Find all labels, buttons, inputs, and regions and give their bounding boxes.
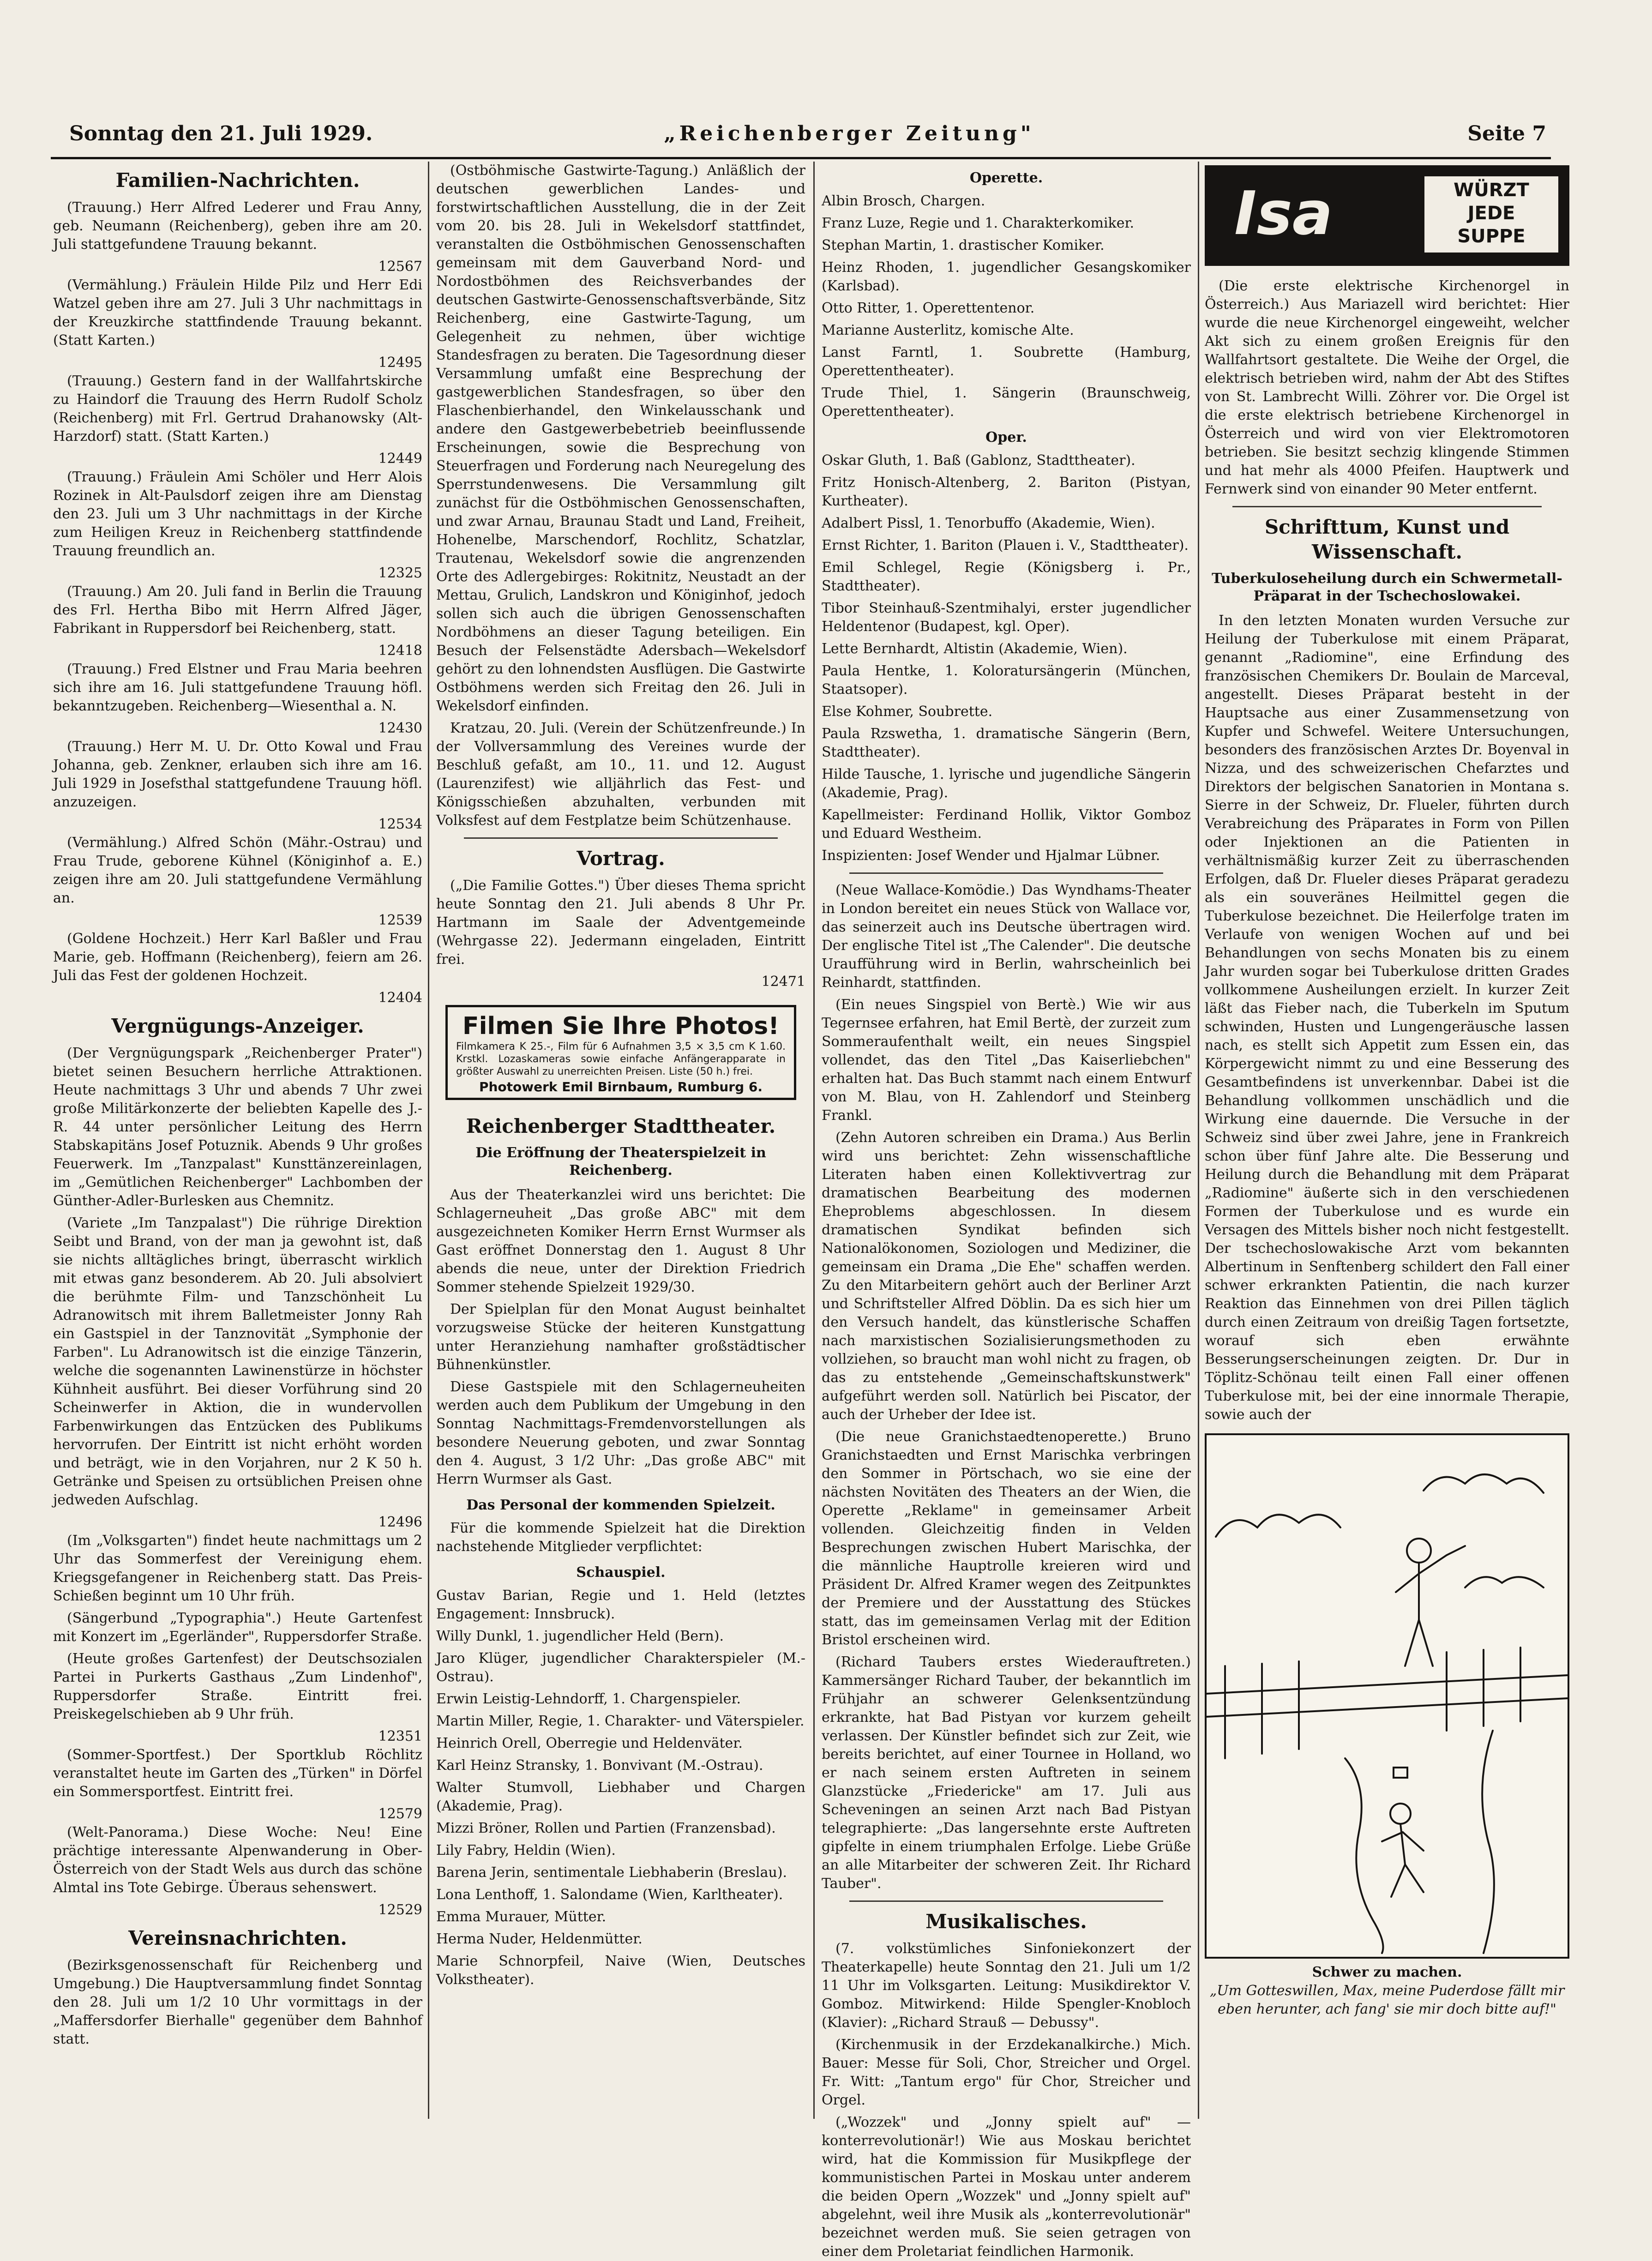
ad-number: 12496 xyxy=(378,1514,422,1530)
vergnuegung-notice: (Sängerbund „Typographia".) Heute Gartenfest mit Konzert im „Egerländer", Ruppersdorfer Straße. xyxy=(53,1610,422,1645)
cast-entry: Inspizienten: Josef Wender und Hjalmar Lübner. xyxy=(822,848,1160,864)
isa-logo: Isa xyxy=(1234,178,1333,248)
cast-entry: Lette Bernhardt, Altistin (Akademie, Wien). xyxy=(822,641,1128,657)
isa-slogan-line: WÜRZT xyxy=(1454,180,1529,201)
cast-entry: Herma Nuder, Heldenmütter. xyxy=(436,1931,643,1947)
divider xyxy=(464,837,778,839)
kultur-notice: (Ein neues Singspiel von Bertè.) Wie wir aus Tegernsee erfahren, hat Emil Bertè, der zurzeit zum Sommeraufenthalt weilt, ein neues Singspiel vollendet, das den Titel „Das Kaiserliebchen" erhalten hat. Das Buch stammt nach einem Entwurf von M. Blau, von H. Zahlendorf und Steinberg Frankl. xyxy=(822,997,1191,1124)
cartoon-caption: „Um Gotteswillen, Max, meine Puderdose fällt mir eben herunter, ach fang' sie mir doch bitte auf!" xyxy=(1209,1983,1565,2017)
cast-entry: Albin Brosch, Chargen. xyxy=(822,193,985,209)
cast-entry: Else Kohmer, Soubrette. xyxy=(822,704,993,720)
kultur-notice: (Neue Wallace-Komödie.) Das Wyndhams-Theater in London bereitet ein neues Stück von Wallace vor, das seinerzeit auch ins Deutsche übertragen wird. Der englische Titel ist „The Calender". Die deutsche Uraufführung wird in Berlin, wahrscheinlich bei Reinhardt, stattfinden. xyxy=(822,882,1191,991)
vergnuegung-notice: (Sommer-Sportfest.) Der Sportklub Röchlitz veranstaltet heute im Garten des „Türken" in Dörfel ein Sommersportfest. Eintritt frei. xyxy=(53,1747,422,1800)
operette-title: Operette. xyxy=(969,170,1043,186)
film-advertisement xyxy=(445,1005,796,1100)
kultur-notice: (Richard Taubers erstes Wiederauftreten.) Kammersänger Richard Tauber, der bekanntlich im Frühjahr an schwerer Gelenksentzündung erkrankte, hat Bad Pistyan vor kurzem geheilt verlassen. Der Künstler befindet sich zur Zeit, wie bereits berichtet, auf einer Tournee in Holland, wo er nach seinem ersten Auftreten in seinem Glanzstücke „Friedericke" am 17. Juli aus Scheveningen an seinen Arzt nach Bad Pistyan telegraphierte: „Das langersehnte erste Auftreten gipfelte in einem triumphalen Erfolge. Liebe Grüße an alle Mitarbeiter der schweren Zeit. Ihr Richard Tauber". xyxy=(822,1654,1191,1892)
ad-number: 12351 xyxy=(378,1728,422,1744)
isa-advertisement xyxy=(1205,165,1569,266)
vergnuegung-notice: (Welt-Panorama.) Diese Woche: Neu! Eine prächtige interessante Alpenwanderung in Ober-Österreich von der Stadt Wels aus durch das schöne Almtal ins Tote Gebirge. Überaus sehenswert. xyxy=(53,1824,422,1896)
film-ad-body: Filmkamera K 25.-, Film für 6 Aufnahmen 3,5 × 3,5 cm K 1.60. Krstkl. Lozaskameras sowie einfache Anfängerapparate in größter Auswahl zu unerreichten Preisen. Liste (50 h.) frei. xyxy=(456,1041,786,1077)
column-divider xyxy=(813,162,815,2119)
column-divider xyxy=(428,162,429,2119)
vortrag-article: („Die Familie Gottes.") Über dieses Thema spricht heute Sonntag den 21. Juli abends 8 Uhr Pr. Hartmann im Saale der Adventgemeinde (Wehrgasse 22). Jedermann eingeladen, Eintritt frei. xyxy=(436,878,805,968)
divider xyxy=(849,872,1163,874)
divider xyxy=(1232,506,1542,507)
oper-title: Oper. xyxy=(985,429,1027,445)
familien-notice: (Trauung.) Am 20. Juli fand in Berlin die Trauung des Frl. Hertha Bibo mit Herrn Alfred Jäger, Fabrikant in Ruppersdorf bei Reichenberg, statt. xyxy=(53,583,422,637)
ad-number: 12495 xyxy=(378,355,422,371)
cast-entry: Lily Fabry, Heldin (Wien). xyxy=(436,1842,616,1858)
isa-slogan-line: SUPPE xyxy=(1457,226,1526,247)
ad-number: 12430 xyxy=(378,720,422,736)
column-2 xyxy=(436,162,805,2128)
ad-number: 12579 xyxy=(378,1806,422,1822)
oper-list xyxy=(822,451,1191,865)
column-divider xyxy=(1198,162,1199,2119)
cast-entry: Heinz Rhoden, 1. jugendlicher Gesangskomiker (Karlsbad). xyxy=(822,259,1191,294)
film-ad-signature: Photowerk Emil Birnbaum, Rumburg 6. xyxy=(479,1079,763,1094)
schauspiel-list xyxy=(436,1587,805,1989)
theater-paragraph: Aus der Theaterkanzlei wird uns berichtet: Die Schlagerneuheit „Das große ABC" mit dem ausgezeichneten Komiker Herrn Ernst Wurmser als Gast eröffnet Donnerstag den 1. August 8 Uhr abends die neue, unter der Direktion Friedrich Sommer stehende Spielzeit 1929/30. xyxy=(436,1187,805,1295)
ad-number: 12529 xyxy=(378,1902,422,1918)
cast-entry: Fritz Honisch-Altenberg, 2. Bariton (Pistyan, Kurtheater). xyxy=(822,475,1191,509)
familien-notice: (Trauung.) Herr Alfred Lederer und Frau Anny, geb. Neumann (Reichenberg), geben ihre am 20. Juli stattgefundene Trauung bekannt. xyxy=(53,199,422,253)
familien-list xyxy=(53,198,422,1007)
section-title-vergnuegung: Vergnügungs-Anzeiger. xyxy=(111,1015,364,1037)
cast-entry: Gustav Barian, Regie und 1. Held (letztes Engagement: Innsbruck). xyxy=(436,1588,805,1622)
section-title-verein: Vereinsnachrichten. xyxy=(128,1927,347,1949)
masthead-rule xyxy=(51,157,1551,159)
ad-number: 12418 xyxy=(378,643,422,659)
cast-entry: Emil Schlegel, Regie (Königsberg i. Pr., Stadttheater). xyxy=(822,559,1191,594)
cast-entry: Otto Ritter, 1. Operettentenor. xyxy=(822,300,1035,316)
section-title-wissenschaft: Schrifttum, Kunst und Wissenschaft. xyxy=(1264,516,1510,563)
musik-list xyxy=(822,1940,1191,2261)
ad-number: 12534 xyxy=(378,816,422,832)
theater-paragraphs xyxy=(436,1186,805,1489)
cast-entry: Barena Jerin, sentimentale Liebhaberin (Breslau). xyxy=(436,1864,787,1881)
film-ad-headline: Filmen Sie Ihre Photos! xyxy=(463,1012,779,1040)
ad-number: 12325 xyxy=(378,565,422,581)
cast-entry: Hilde Tausche, 1. lyrische und jugendliche Sängerin (Akademie, Prag). xyxy=(822,766,1191,801)
cast-entry: Walter Stumvoll, Liebhaber und Chargen (Akademie, Prag). xyxy=(436,1780,805,1814)
cast-entry: Trude Thiel, 1. Sängerin (Braunschweig, Operettentheater). xyxy=(822,385,1191,420)
cast-entry: Paula Hentke, 1. Koloratursängerin (München, Staatsoper). xyxy=(822,663,1191,698)
cast-entry: Ernst Richter, 1. Bariton (Plauen i. V., Stadttheater). xyxy=(822,537,1189,553)
issue-date: Sonntag den 21. Juli 1929. xyxy=(69,122,373,145)
familien-notice: (Goldene Hochzeit.) Herr Karl Baßler und Frau Marie, geb. Hoffmann (Reichenberg), feiern am 26. Juli das Fest der goldenen Hochzeit. xyxy=(53,931,422,984)
cast-entry: Martin Miller, Regie, 1. Charakter- und Väterspieler. xyxy=(436,1713,805,1729)
cartoon-title: Schwer zu machen. xyxy=(1312,1964,1462,1980)
theater-paragraph: Der Spielplan für den Monat August beinhaltet vorzugsweise Stücke der heiteren Kunstgattung unter Heranziehung namhafter großstädtischer Bühnenkünstler. xyxy=(436,1301,805,1373)
masthead xyxy=(69,118,1546,150)
cast-entry: Heinrich Orell, Oberregie und Heldenväter. xyxy=(436,1735,743,1751)
cast-entry: Willy Dunkl, 1. jugendlicher Held (Bern). xyxy=(436,1628,724,1644)
musik-notice: („Wozzek" und „Jonny spielt auf" — konterrevolutionär!) Wie aus Moskau berichtet wird, hat die Kommission für Musikpflege der kommunistischen Partei in Moskau unter anderem die beiden Opern „Wozzek" und „Jonny spielt auf" abgelehnt, weil ihre Musik als „konterrevolutionär" bezeichnet werden muß. Sie seien getragen von einer dem Proletariat feindlichen Harmonik. xyxy=(822,2114,1191,2260)
vergnuegung-notice: (Der Vergnügungspark „Reichenberger Prater") bietet seinen Besuchern herrliche Attraktionen. Heute nachmittags 3 Uhr und abends 7 Uhr zwei große Militärkonzerte der beliebten Kapelle des J.-R. 44 unter persönlicher Leitung des Herrn Stabskapitäns Josef Potuznik. Abends 9 Uhr großes Feuerwerk. Im „Tanzpalast" Kunsttänzereinlagen, im „Gemütlichen Reichenberger" Lachbomben der Günther-Adler-Burlesken aus Chemnitz. xyxy=(53,1045,422,1209)
kulturnotizen-list xyxy=(822,881,1191,1893)
gastwirte-article: (Ostböhmische Gastwirte-Tagung.) Anläßlich der deutschen gewerblichen Landes- und forstwirtschaftlichen Ausstellung, die in der Zeit vom 20. bis 28. Juli in Wekelsdorf stattfindet, veranstalten die Ostböhmischen Genossenschaften gemeinsam mit dem Gauverband Nord- und Nordostböhmen des Reichsverbandes der deutschen Gastwirte-Genossenschaftsverbände, Sitz Reichenberg, eine Gastwirte-Tagung, um Gelegenheit zu nehmen, über wichtige Standesfragen zu beraten. Die Tagesordnung dieser Versammlung umfaßt eine Besprechung der gastgewerblichen Standesfragen, so über den Flaschenbierhandel, den Winkelausschank und andere den Gastgewerbebetrieb beeinflussende Erscheinungen, sowie die Besprechung von Steuerfragen und Forderung nach Neuregelung des Sperrstundenwesens. Die Versammlung gilt zunächst für die Ostböhmischen Genossenschaften, und zwar Arnau, Braunau Stadt und Land, Freiheit, Hohenelbe, Marschendorf, Rochlitz, Schatzlar, Trautenau, Wekelsdorf sowie die angrenzenden Orte des Adlergebirges: Rokitnitz, Neustadt an der Mettau, Grulich, Landskron und Königinhof, jedoch sollen sich auch die übrigen Genossenschaften Nordböhmens an dieser Tagung beteiligen. Ein Besuch der Felsenstädte Adersbach—Wekelsdorf gehört zu den lohnendsten Ausflügen. Die Gastwirte Ostböhmens werden sich Freitag den 26. Juli in Wekelsdorf einfinden. xyxy=(436,162,805,714)
cast-entry: Kapellmeister: Ferdinand Hollik, Viktor Gomboz und Eduard Westheim. xyxy=(822,807,1191,842)
cast-entry: Karl Heinz Stransky, 1. Bonvivant (M.-Ostrau). xyxy=(436,1757,763,1774)
theater-paragraph: Diese Gastspiele mit den Schlagerneuheiten werden auch dem Publikum der Umgebung in den Sonntag Nachmittags-Fremdenvorstellungen als besondere Neuerung geboten, und zwar Sonntag den 4. August, 3 1/2 Uhr: „Das große ABC" mit Herrn Wurmser als Gast. xyxy=(436,1379,805,1487)
section-title-vortrag: Vortrag. xyxy=(577,847,665,870)
personal-title: Das Personal der kommenden Spielzeit. xyxy=(466,1497,775,1513)
vergnuegung-notice: (Im „Volksgarten") findet heute nachmittags um 2 Uhr das Sommerfest der Vereinigung ehem. Kriegsgefangener in Reichenberg statt. Das Preis-Schießen beginnt um 10 Uhr früh. xyxy=(53,1533,422,1604)
section-title-familien: Familien-Nachrichten. xyxy=(115,169,360,192)
ad-number: 12449 xyxy=(378,451,422,467)
cast-entry: Erwin Leistig-Lehndorff, 1. Chargenspieler. xyxy=(436,1691,741,1707)
musik-notice: (7. volkstümliches Sinfoniekonzert der Theaterkapelle) heute Sonntag den 21. Juli um 1/2 11 Uhr im Volksgarten. Leitung: Musikdirektor V. Gomboz. Mitwirkend: Hilde Spengler-Knobloch (Klavier): „Richard Strauß — Debussy". xyxy=(822,1941,1191,2031)
section-title-musik: Musikalisches. xyxy=(925,1910,1087,1933)
operette-list xyxy=(822,192,1191,421)
cast-entry: Tibor Steinhauß-Szentmihalyi, erster jugendlicher Heldentenor (Budapest, kgl. Oper). xyxy=(822,600,1191,635)
column-4 xyxy=(1205,162,1569,2128)
cast-entry: Oskar Gluth, 1. Baß (Gablonz, Stadttheater). xyxy=(822,452,1135,469)
ad-number: 12567 xyxy=(378,259,422,275)
kratzau-article: Kratzau, 20. Juli. (Verein der Schützenfreunde.) In der Vollversammlung des Vereines wurde der Beschluß gefaßt, am 10., 11. und 12. August (Laurenzifest) wie alljährlich das Fest- und Königsschießen abzuhalten, verbunden mit Volksfest auf dem Festplatze beim Schützenhause. xyxy=(436,720,805,829)
ad-number: 12539 xyxy=(378,912,422,928)
cast-entry: Adalbert Pissl, 1. Tenorbuffo (Akademie, Wien). xyxy=(822,515,1155,531)
vergnuegung-list xyxy=(53,1044,422,1919)
ad-number: 12471 xyxy=(761,974,805,990)
kultur-notice: (Die neue Granichstaedtenoperette.) Bruno Granichstaedten und Ernst Marischka verbringen den Sommer in Pörtschach, wo sie eine der nächsten Novitäten des Theaters an der Wien, die Operette „Reklame" in gemeinsamer Arbeit vollenden. Gleichzeitig finden in Velden Besprechungen zwischen Hubert Marischka, der die männliche Hauptrolle kreieren wird und Präsident Dr. Alfred Kramer wegen des Zeitpunktes der Premiere und der Ausstattung des Stückes statt, das im gemeinsamen Verlag mit der Edition Bristol erscheinen wird. xyxy=(822,1429,1191,1648)
familien-notice: (Vermählung.) Fräulein Hilde Pilz und Herr Edi Watzel geben ihre am 27. Juli 3 Uhr nachmittags in der Kreuzkirche stattfindende Trauung bekannt. (Statt Karten.) xyxy=(53,277,422,349)
vergnuegung-notice: (Heute großes Gartenfest) der Deutschsozialen Partei in Purkerts Gasthaus „Zum Lindenhof", Ruppersdorfer Straße. Eintritt frei. Preiskegelschieben ab 9 Uhr früh. xyxy=(53,1651,422,1722)
familien-notice: (Trauung.) Fred Elstner und Frau Maria beehren sich ihre am 16. Juli stattgefundene Trauung höfl. bekanntzugeben. Reichenberg—Wiesenthal a. N. xyxy=(53,661,422,714)
cast-entry: Lona Lenthoff, 1. Salondame (Wien, Karltheater). xyxy=(436,1887,783,1903)
musik-notice: (Kirchenmusik in der Erzdekanalkirche.) Mich. Bauer: Messe für Soli, Chor, Streicher und Orgel. Fr. Witt: „Tantum ergo" für Chor, Streicher und Orgel. xyxy=(822,2037,1191,2108)
cartoon-drawing xyxy=(1207,1435,1568,1953)
cast-entry: Stephan Martin, 1. drastischer Komiker. xyxy=(822,237,1105,253)
familien-notice: (Trauung.) Fräulein Ami Schöler und Herr Alois Rozinek in Alt-Paulsdorf zeigen ihre am Dienstag den 23. Juli um 3 Uhr nachmittags in der Kirche zum Heiligen Kreuz in Reichenberg stattfindende Trauung freundlich an. xyxy=(53,469,422,559)
familien-notice: (Trauung.) Herr M. U. Dr. Otto Kowal und Frau Johanna, geb. Zenkner, erlauben sich ihre am 16. Juli 1929 in Josefsthal stattgefundene Trauung höfl. anzuzeigen. xyxy=(53,739,422,810)
cast-entry: Marianne Austerlitz, komische Alte. xyxy=(822,322,1074,338)
isa-slogan-line: JEDE xyxy=(1467,203,1515,224)
cast-entry: Jaro Klüger, jugendlicher Charakterspieler (M.-Ostrau). xyxy=(436,1650,805,1685)
cartoon-illustration xyxy=(1205,1433,1569,1959)
cast-entry: Emma Murauer, Mütter. xyxy=(436,1909,607,1925)
familien-notice: (Vermählung.) Alfred Schön (Mähr.-Ostrau) und Frau Trude, geborene Kühnel (Königinhof a. E.) zeigen ihre am 20. Juli stattgefundene Vermählung an. xyxy=(53,835,422,906)
page-number: Seite 7 xyxy=(1467,122,1546,145)
section-title-theater: Reichenberger Stadttheater. xyxy=(466,1115,776,1137)
vergnuegung-notice: (Variete „Im Tanzpalast") Die rührige Direktion Seibt und Brand, von der man ja gewohnt ist, daß sie nichts alltägliches bringt, überrascht wirklich mit etwas ganz besonderem. Ab 20. Juli absolviert die berühmte Film- und Tanzschönheit Lu Adranowitsch mit ihrem Balletmeister Jonny Rah ein Gastspiel in der Tanznovität „Symphonie der Farben". Lu Adranowitsch ist die einzige Tänzerin, welche die sogenannten Lawinenstürze in höchster Kühnheit ausführt. Bei dieser Vorführung sind 20 Scheinwerfer in Aktion, die in wundervollen Farbenwirkungen das Entzücken des Publikums hervorrufen. Der Eintritt ist nicht erhöht worden und beträgt, wie in den Vorjahren, nur 2 K 50 h. Getränke und Speisen zu ortsüblichen Preisen ohne jedweden Aufschlag. xyxy=(53,1215,422,1508)
divider xyxy=(849,1900,1163,1902)
ad-number: 12404 xyxy=(378,990,422,1006)
wissenschaft-subtitle: Tuberkuloseheilung durch ein Schwermetall-Präparat in der Tschechoslowakei. xyxy=(1212,571,1562,604)
cast-entry: Mizzi Bröner, Rollen und Partien (Franzensbad). xyxy=(436,1820,776,1836)
cast-entry: Paula Rzswetha, 1. dramatische Sängerin (Bern, Stadttheater). xyxy=(822,726,1191,760)
column-3 xyxy=(822,162,1191,2260)
personal-intro: Für die kommende Spielzeit hat die Direktion nachstehende Mitglieder verpflichtet: xyxy=(436,1520,805,1555)
isa-slogan xyxy=(1424,176,1558,253)
cast-entry: Marie Schnorpfeil, Naive (Wien, Deutsches Volkstheater). xyxy=(436,1953,805,1988)
theater-subtitle: Die Eröffnung der Theaterspielzeit in Reichenberg. xyxy=(475,1145,766,1179)
cast-entry: Lanst Farntl, 1. Soubrette (Hamburg, Operettentheater). xyxy=(822,344,1191,379)
orgel-article: (Die erste elektrische Kirchenorgel in Österreich.) Aus Mariazell wird berichtet: Hier wurde die neue Kirchenorgel eingeweiht, welcher Akt sich zu einem großen Ereignis für den Wallfahrtsort gestaltete. Die Weihe der Orgel, die elektrisch betrieben wird, nahm der Abt des Stiftes von St. Lambrecht Willi. Zöhrer vor. Die Orgel ist die erste elektrisch betriebene Kirchenorgel in Österreich und wird von vier Elektromotoren betrieben. Sie besitzt sechzig klingende Stimmen und hat mehr als 4000 Pfeifen. Hauptwerk und Fernwerk sind von einander 90 Meter entfernt. xyxy=(1205,278,1569,497)
cast-entry: Franz Luze, Regie und 1. Charakterkomiker. xyxy=(822,215,1135,231)
familien-notice: (Trauung.) Gestern fand in der Wallfahrtskirche zu Haindorf die Trauung des Herrn Rudolf Scholz (Reichenberg) mit Frl. Gertrud Drahanowsky (Alt-Harzdorf) statt. (Statt Karten.) xyxy=(53,373,422,445)
schauspiel-title: Schauspiel. xyxy=(576,1564,666,1581)
paper-name: „Reichenberger Zeitung" xyxy=(664,122,1035,145)
tuberkulose-article: In den letzten Monaten wurden Versuche zur Heilung der Tuberkulose mit einem Präparat, genannt „Radiomine", eine Erfindung des französischen Chemikers Dr. Boulain de Marceval, angestellt. Dieses Präparat besteht in der Hauptsache aus einer Zusammensetzung von Kupfer und Schwefel. Weitere Untersuchungen, besonders des französischen Arztes Dr. Boyenval in Nizza, und des schweizerischen Chefarztes und Direktors der belgischen Sanatorien in Montana s. Sierre in der Schweiz, Dr. Flueler, führten durch Verabreichung des Präparates in Form von Pillen oder Injektionen an die Patienten in verhältnismäßig kurzer Zeit zu überraschenden Erfolgen, daß Dr. Flueler dieses Präparat geradezu als ein souveränes Heilmittel gegen die Tuberkulose bezeichnet. Die Heilerfolge traten im Verlaufe von wenigen Wochen auf und bei Behandlungen von sechs Monaten bis zu einem Jahr wurden sogar bei Tuberkulose dritten Grades vollkommene Ausheilungen erzielt. In kurzer Zeit läßt das Fieber nach, die Tuberkeln im Sputum schwinden, Husten und Lungengeräusche lassen nach, es stellt sich Appetit zum Essen ein, das Körpergewicht nimmt zu und eine Besserung des Gesamtbefindens ist unverkennbar. Dabei ist die Behandlung vollkommen unschädlich und die Wirkung eine dauernde. Die Versuche in der Schweiz sind über zwei Jahre, jene in Frankreich schon über fünf Jahre alte. Die Besserung und Heilung durch die Behandlung mit dem Präparat „Radiomine" äußerte sich in den verschiedenen Formen der Tuberkulose und es wurde ein Versagen des Mittels bisher noch nicht festgestellt. Der tschechoslowakische Arzt vom bekannten Albertinum in Senftenberg schildert den Fall einer schwer erkrankten Patientin, die nach kurzer Reaktion das Einnehmen von drei Pillen täglich durch einen Zeitraum von dreißig Tagen fortsetzte, worauf sich eben erwähnte Besserungserscheinungen zeigten. Dr. Dur in Töplitz-Schönau teilt einen Fall einer offenen Tuberkulose mit, bei der eine innormale Therapie, sowie auch der xyxy=(1205,613,1569,1423)
kultur-notice: (Zehn Autoren schreiben ein Drama.) Aus Berlin wird uns berichtet: Zehn wissenschaftliche Literaten haben einen Kollektivvertrag zur dramatischen Bearbeitung des modernen Eheproblems abgeschlossen. In diesem dramatischen Syndikat befinden sich Nationalökonomen, Soziologen und Mediziner, die gemeinsam ein Drama „Die Ehe" schaffen werden. Zu den Mitarbeitern gehört auch der Berliner Arzt und Schriftsteller Alfred Döblin. Da es sich hier um den Versuch handelt, das künstlerische Schaffen nach marxistischen Sozialisierungsmethoden zu vollziehen, so braucht man wohl nicht zu fragen, ob das zu entstehende „Gemeinschaftskunstwerk" aufgeführt werden soll. Natürlich bei Piscator, der auch der Urheber der Idee ist. xyxy=(822,1130,1191,1423)
column-1 xyxy=(53,162,422,2128)
verein-notice: (Bezirksgenossenschaft für Reichenberg und Umgebung.) Die Hauptversammlung findet Sonntag den 28. Juli um 1/2 10 Uhr vormittags in der „Maffersdorfer Bierhalle" gegenüber dem Bahnhof statt. xyxy=(53,1957,422,2047)
